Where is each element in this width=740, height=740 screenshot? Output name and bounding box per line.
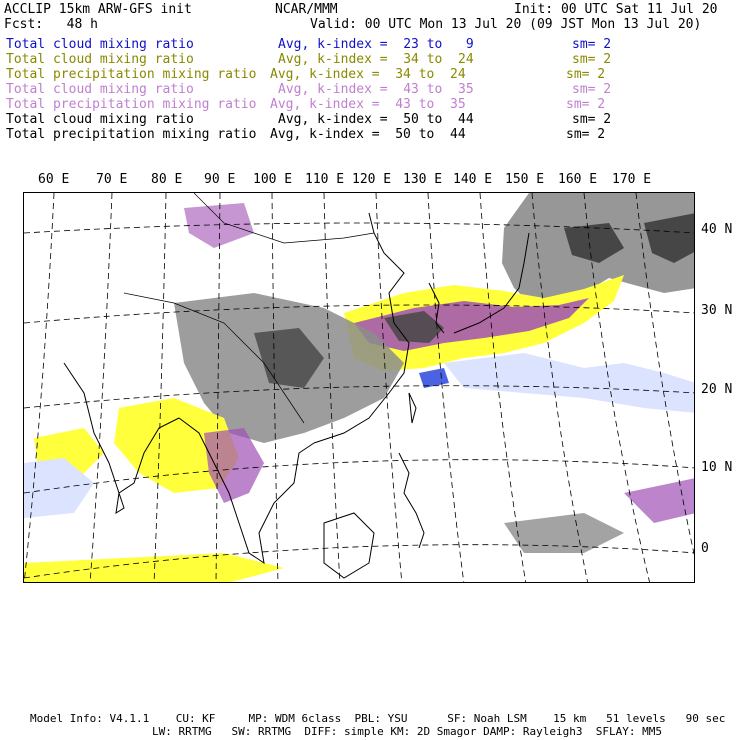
lon-label: 100 E [253,172,293,187]
lat-label: 10 N [701,460,733,475]
lon-label: 110 E [305,172,345,187]
legend-sm: sm= 2 [572,82,612,97]
forecast-map [23,192,695,583]
legend-sm: sm= 2 [566,97,606,112]
legend-field: Total precipitation mixing ratio [6,127,257,142]
model-title: ACCLIP 15km ARW-GFS init [4,2,192,17]
coastline-taiwan [409,393,416,423]
lon-label: 160 E [558,172,598,187]
lon-label: 60 E [38,172,70,187]
legend-sm: sm= 2 [566,127,606,142]
legend-avg: Avg, k-index = 34 to 24 [270,67,466,82]
valid-time: Valid: 00 UTC Mon 13 Jul 20 (09 JST Mon 13 Jul 20) [310,17,702,32]
coastline-philippines [399,453,424,548]
legend-field: Total precipitation mixing ratio [6,97,257,112]
grid-longitude-line [154,193,166,583]
legend-field: Total cloud mixing ratio [6,112,194,127]
coastline-borneo [324,513,374,578]
legend-avg: Avg, k-index = 50 to 44 [270,127,466,142]
lon-label: 140 E [453,172,493,187]
model-info-line2: LW: RRTMG SW: RRTMG DIFF: simple KM: 2D Smagor DAMP: Rayleigh3 SFLAY: MM5 [152,725,662,738]
cloud-equatorial-purple [624,478,695,523]
legend-field: Total cloud mixing ratio [6,82,194,97]
legend-sm: sm= 2 [572,52,612,67]
lat-label: 0 [701,541,709,556]
legend-sm: sm= 2 [566,67,606,82]
legend-field: Total precipitation mixing ratio [6,67,257,82]
cloud-pacific-blue-dark [419,368,449,388]
legend-avg: Avg, k-index = 23 to 9 [278,37,474,52]
legend-avg: Avg, k-index = 43 to 35 [278,82,474,97]
lon-label: 80 E [151,172,183,187]
lon-label: 150 E [505,172,545,187]
cloud-pacific-blue [444,353,695,413]
legend-field: Total cloud mixing ratio [6,52,194,67]
lon-label: 70 E [96,172,128,187]
grid-latitude-line [24,460,695,493]
grid-longitude-line [428,193,464,583]
legend-avg: Avg, k-index = 50 to 44 [278,112,474,127]
model-info-line1: Model Info: V4.1.1 CU: KF MP: WDM 6class PBL: YSU SF: Noah LSM 15 km 51 levels 90 sec [30,712,726,725]
legend-sm: sm= 2 [572,37,612,52]
lon-label: 130 E [403,172,443,187]
legend-field: Total cloud mixing ratio [6,37,194,52]
coastline-sri-lanka [116,493,124,513]
legend-avg: Avg, k-index = 34 to 24 [278,52,474,67]
grid-longitude-line [90,193,112,583]
map-canvas [24,193,695,583]
init-time: Init: 00 UTC Sat 11 Jul 20 [514,2,718,17]
legend-avg: Avg, k-index = 43 to 35 [270,97,466,112]
organization-label: NCAR/MMM [275,2,338,17]
lat-label: 20 N [701,382,733,397]
lon-label: 90 E [204,172,236,187]
cloud-equatorial-gray [504,513,624,553]
lon-label: 120 E [352,172,392,187]
legend-sm: sm= 2 [572,112,612,127]
grid-longitude-line [24,193,54,583]
lat-label: 40 N [701,222,733,237]
lon-label: 170 E [612,172,652,187]
forecast-hour: Fcst: 48 h [4,17,98,32]
lat-label: 30 N [701,303,733,318]
